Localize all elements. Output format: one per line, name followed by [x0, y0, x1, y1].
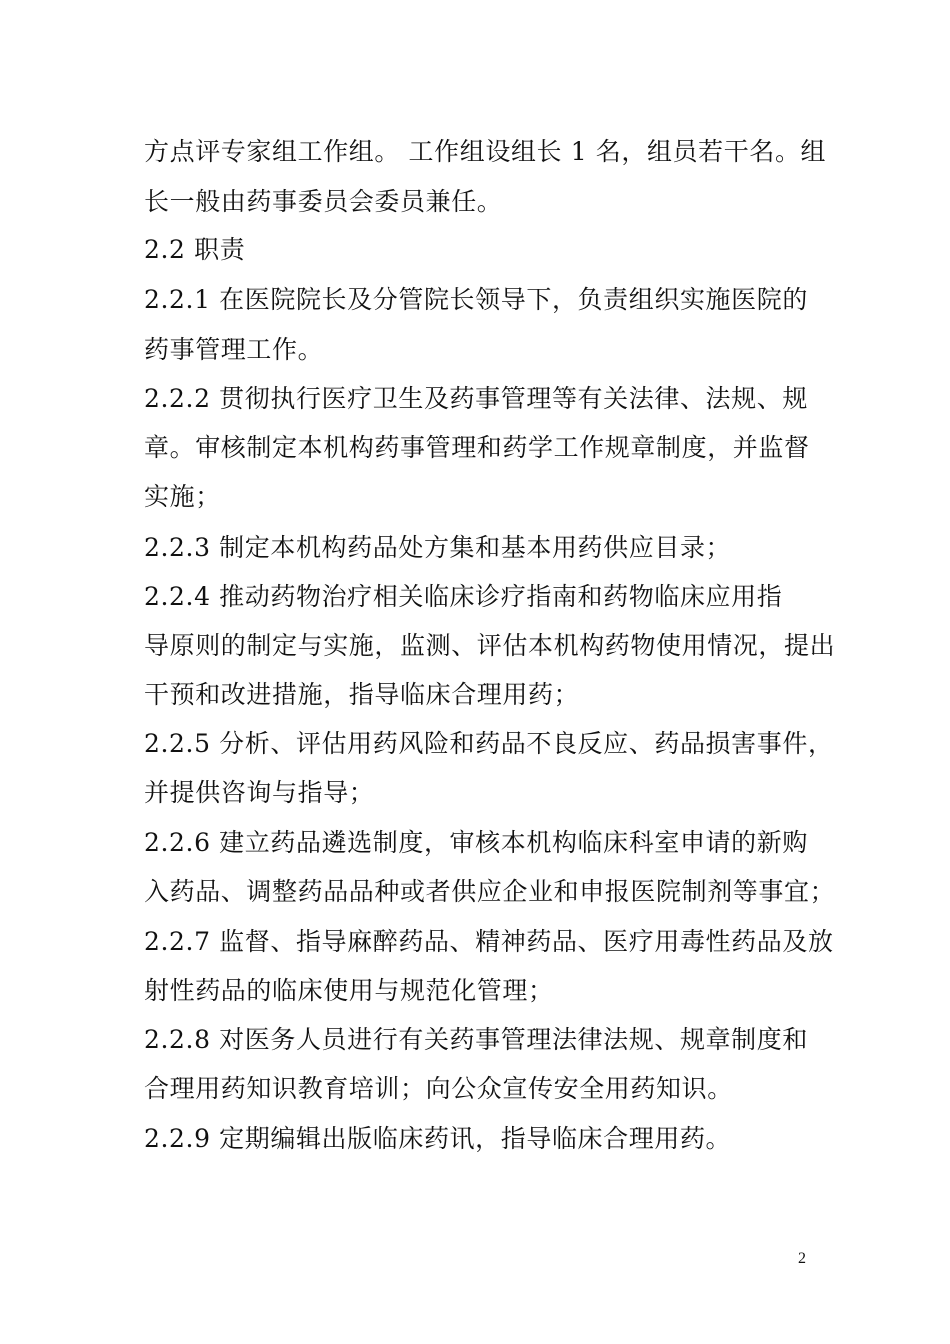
paragraph-line: 章。审核制定本机构药事管理和药学工作规章制度，并监督 — [144, 433, 810, 462]
paragraph-line: 射性药品的临床使用与规范化管理； — [144, 976, 554, 1005]
paragraph-line: 2.2.2 贯彻执行医疗卫生及药事管理等有关法律、法规、规 — [144, 384, 808, 413]
paragraph-line: 2.2.9 定期编辑出版临床药讯，指导临床合理用药。 — [144, 1124, 732, 1153]
paragraph-line: 2.2.8 对医务人员进行有关药事管理法律法规、规章制度和 — [144, 1025, 808, 1054]
paragraph-line: 2.2.6 建立药品遴选制度，审核本机构临床科室申请的新购 — [144, 828, 808, 857]
paragraph-line: 药事管理工作。 — [144, 335, 324, 364]
paragraph-line: 2.2.7 监督、指导麻醉药品、精神药品、医疗用毒性药品及放 — [144, 927, 834, 956]
section-heading: 2.2 职责 — [144, 235, 246, 264]
paragraph-line: 2.2.1 在医院院长及分管院长领导下，负责组织实施医院的 — [144, 285, 808, 314]
page-number: 2 — [798, 1250, 806, 1267]
paragraph-line: 导原则的制定与实施，监测、评估本机构药物使用情况，提出 — [144, 631, 836, 660]
paragraph-line: 2.2.3 制定本机构药品处方集和基本用药供应目录； — [144, 533, 732, 562]
paragraph-line: 2.2.5 分析、评估用药风险和药品不良反应、药品损害事件， — [144, 729, 834, 758]
paragraph-line: 方点评专家组工作组。 工作组设组长 1 名，组员若干名。组 — [144, 137, 827, 166]
paragraph-line: 入药品、调整药品品种或者供应企业和申报医院制剂等事宜； — [144, 877, 836, 906]
paragraph-line: 并提供咨询与指导； — [144, 778, 375, 807]
paragraph-line: 实施； — [144, 482, 221, 511]
paragraph-line: 2.2.4 推动药物治疗相关临床诊疗指南和药物临床应用指 — [144, 582, 783, 611]
paragraph-line: 长一般由药事委员会委员兼任。 — [144, 187, 503, 216]
paragraph-line: 合理用药知识教育培训；向公众宣传安全用药知识。 — [144, 1074, 733, 1103]
paragraph-line: 干预和改进措施，指导临床合理用药； — [144, 680, 580, 709]
